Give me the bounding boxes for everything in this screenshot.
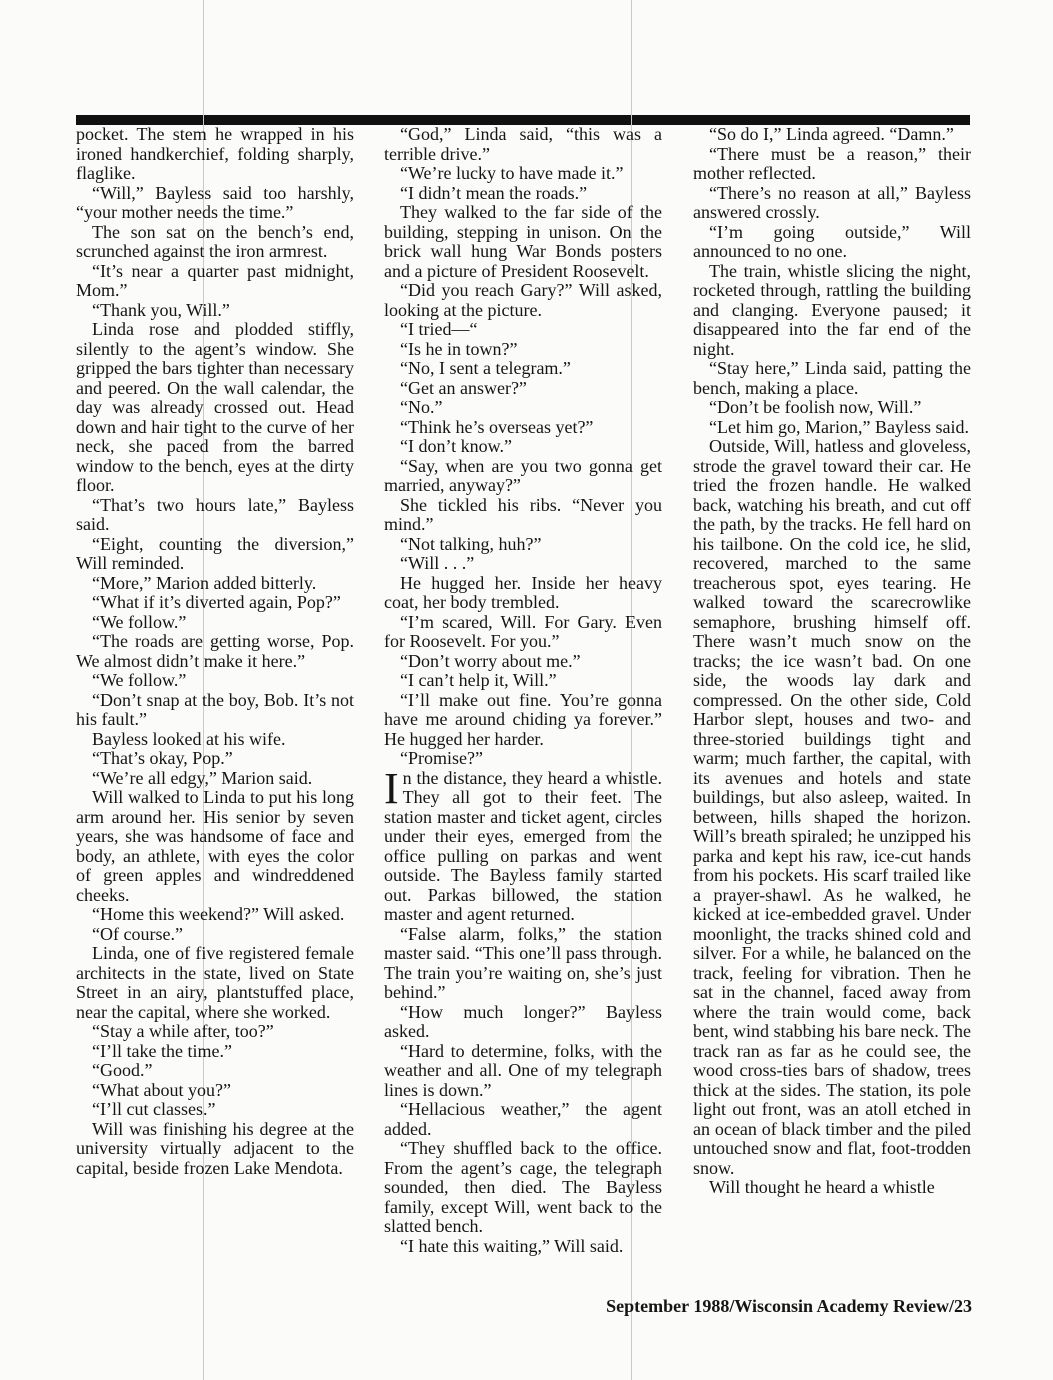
- paragraph: “No.”: [400, 397, 443, 417]
- paragraph: “Thank you, Will.”: [92, 299, 230, 320]
- paragraph: “Say, when are you two gonna get married, anyway?”: [384, 455, 662, 495]
- paragraph: “I’ll take the time.”: [92, 1040, 232, 1061]
- paragraph: “Stay a while after, too?”: [92, 1021, 274, 1041]
- paragraph: “What if it’s diverted again, Pop?”: [92, 592, 341, 612]
- paragraph: Linda, one of five registered female architects in the state, lived on State Street in an airy, plantstuffed place, near the capital, where she worked.: [76, 943, 354, 1022]
- paragraph: “Get an answer?”: [400, 377, 527, 398]
- paragraph: “We follow.”: [92, 670, 187, 690]
- paragraph: He hugged her. Inside her heavy coat, her body trembled.: [384, 572, 662, 612]
- paragraph: “Will . . .”: [400, 553, 475, 573]
- paragraph: “We’re lucky to have made it.”: [400, 163, 624, 183]
- paragraph: “That’s two hours late,” Bayless said.: [76, 494, 354, 534]
- paragraph: “That’s okay, Pop.”: [92, 748, 233, 768]
- paragraph: Bayless looked at his wife.: [92, 728, 286, 749]
- paragraph: “God,” Linda said, “this was a terrible drive.”: [384, 124, 662, 164]
- paragraph: “Don’t be foolish now, Will.”: [709, 397, 922, 417]
- paragraph: “More,” Marion added bitterly.: [92, 572, 317, 593]
- paragraph: “There must be a reason,” their mother reflected.: [693, 143, 971, 183]
- paragraph: “Stay here,” Linda said, patting the bench, making a place.: [693, 358, 971, 398]
- paragraph: “Think he’s overseas yet?”: [400, 416, 594, 437]
- paragraph: Will was finishing his degree at the university virtually adjacent to the capital, beside frozen Lake Mendota.: [76, 1118, 354, 1178]
- paragraph: “I didn’t mean the roads.”: [400, 182, 588, 203]
- paragraph: “Home this weekend?” Will asked.: [92, 904, 345, 924]
- paragraph: “Good.”: [92, 1060, 153, 1080]
- drop-cap: I: [384, 763, 399, 813]
- paragraph: “Don’t worry about me.”: [400, 650, 581, 671]
- dropcap-paragraph: [384, 763, 662, 925]
- paragraph: “We follow.”: [92, 611, 187, 632]
- paragraph: “Of course.”: [92, 923, 183, 944]
- paragraph: “Don’t snap at the boy, Bob. It’s not his fault.”: [76, 689, 354, 729]
- paragraph: The train, whistle slicing the night, rocketed through, rattling the building and clanging. Everyone paused; it disappeared into the far end of the night.: [693, 260, 971, 359]
- paragraph: “Is he in town?”: [400, 338, 518, 359]
- paragraph: “Not talking, huh?”: [400, 533, 542, 554]
- paragraph: “How much longer?” Bayless asked.: [384, 1001, 662, 1041]
- paragraph: “I’m scared, Will. For Gary. Even for Roosevelt. For you.”: [384, 611, 662, 651]
- column-3: [693, 125, 971, 1198]
- paragraph: “Hellacious weather,” the agent added.: [384, 1099, 662, 1139]
- paragraph: “We’re all edgy,” Marion said.: [92, 767, 313, 788]
- paragraph: “They shuffled back to the office. From the agent’s cage, the telegraph sounded, then died. The Bayless family, except Will, went back to the slatted bench.: [384, 1138, 662, 1236]
- paragraph: “There’s no reason at all,” Bayless answered crossly.: [693, 182, 971, 222]
- paragraph: “I’ll make out fine. You’re gonna have me around chiding ya forever.” He hugged her harder.: [384, 689, 662, 749]
- paragraph: Linda rose and plodded stiffly, silently to the agent’s window. She gripped the bars tighter than necessary and peered. On the wall calendar, the day was already crossed out. Head down and hair tight to the curve of her neck, she paced from the barred window to the bench, eyes at the dirty floor.: [76, 319, 354, 495]
- dropcap-paragraph-text: n the distance, they heard a whistle. They all got to their feet. The station master and ticket agent, circles under their eyes, emerged from the office pulling on parkas and went outside. The Bayless family started out. Parkas billowed, the station master and agent returned.: [384, 767, 662, 924]
- paragraph: “I’m going outside,” Will announced to no one.: [693, 221, 971, 261]
- paragraph: “Promise?”: [400, 748, 483, 768]
- column-1: [76, 125, 354, 1178]
- paragraph: “The roads are getting worse, Pop. We almost didn’t make it here.”: [76, 631, 354, 671]
- paragraph: Will thought he heard a whistle: [709, 1177, 935, 1197]
- paragraph: She tickled his ribs. “Never you mind.”: [384, 494, 662, 534]
- paragraph: “It’s near a quarter past midnight, Mom.”: [76, 260, 354, 300]
- paragraph: “I hate this waiting,” Will said.: [400, 1235, 624, 1256]
- paragraph: Will walked to Linda to put his long arm around her. His senior by seven years, she was handsome of face and body, an athlete, with eyes the color of green apples and windreddened cheeks.: [76, 787, 354, 905]
- paragraph: “I don’t know.”: [400, 436, 512, 456]
- paragraph: “So do I,” Linda agreed. “Damn.”: [709, 124, 954, 144]
- paragraph: “Let him go, Marion,” Bayless said.: [709, 416, 969, 437]
- paragraph: The son sat on the bench’s end, scrunched against the iron armrest.: [76, 221, 354, 261]
- paragraph: “False alarm, folks,” the station master said. “This one’ll pass through. The train you’re waiting on, she’s just behind.”: [384, 923, 662, 1002]
- paragraph: Outside, Will, hatless and gloveless, strode the gravel toward their car. He tried the frozen handle. He walked back, watching his breath, and cut off the path, by the tracks. He fell hard on his tailbone. On the cold ice, he slid, recovered, marched to the same treacherous spot, eyes tearing. He walked toward the scarecrowlike semaphore, brushing himself off. There wasn’t much snow on the tracks; the ice wasn’t bad. On one side, the woods lay dark and compressed. On the other side, Cold Harbor slept, houses and two- and three-storied buildings tight and warm; much farther, the capital, with its avenues and hotels and state buildings, but also asleep, waited. In between, hills shaped the horizon. Will’s breath spiraled; he unzipped his parka and kept his raw, ice-cut hands from his pockets. His scarf trailed like a prayer-shawl. As he walked, he kicked at ice-embedded gravel. Under moonlight, the tracks shined cold and silver. For a while, he balanced on the track, feeling for vibration. Then he sat in the channel, faced away from where the train would come, back bent, wind stabbing his bare neck. The track ran as far as he could see, the wood cross-ties bars of shadow, trees thick at the sides. The station, its pole light out front, was an atoll etched in an ocean of black timber and the piled untouched snow and flat, foot-trodden snow.: [693, 436, 971, 1178]
- page-footer: September 1988/Wisconsin Academy Review/23: [606, 1296, 972, 1316]
- paragraph: “No, I sent a telegram.”: [400, 358, 571, 378]
- paragraph: They walked to the far side of the building, stepping in unison. On the brick wall hung War Bonds posters and a picture of President Roosevelt.: [384, 202, 662, 281]
- column-2: [384, 125, 662, 1256]
- paragraph: “Eight, counting the diversion,” Will reminded.: [76, 533, 354, 573]
- paragraph: “Did you reach Gary?” Will asked, looking at the picture.: [384, 280, 662, 320]
- paragraph: “Will,” Bayless said too harshly, “your mother needs the time.”: [76, 182, 354, 222]
- paragraph: pocket. The stem he wrapped in his ironed handkerchief, folding sharply, flaglike.: [76, 124, 354, 183]
- paragraph: “What about you?”: [92, 1079, 231, 1100]
- paragraph: “I can’t help it, Will.”: [400, 670, 557, 690]
- paragraph: “Hard to determine, folks, with the weather and all. One of my telegraph lines is down.”: [384, 1040, 662, 1100]
- paragraph: “I’ll cut classes.”: [92, 1099, 216, 1119]
- paragraph: “I tried—“: [400, 319, 478, 339]
